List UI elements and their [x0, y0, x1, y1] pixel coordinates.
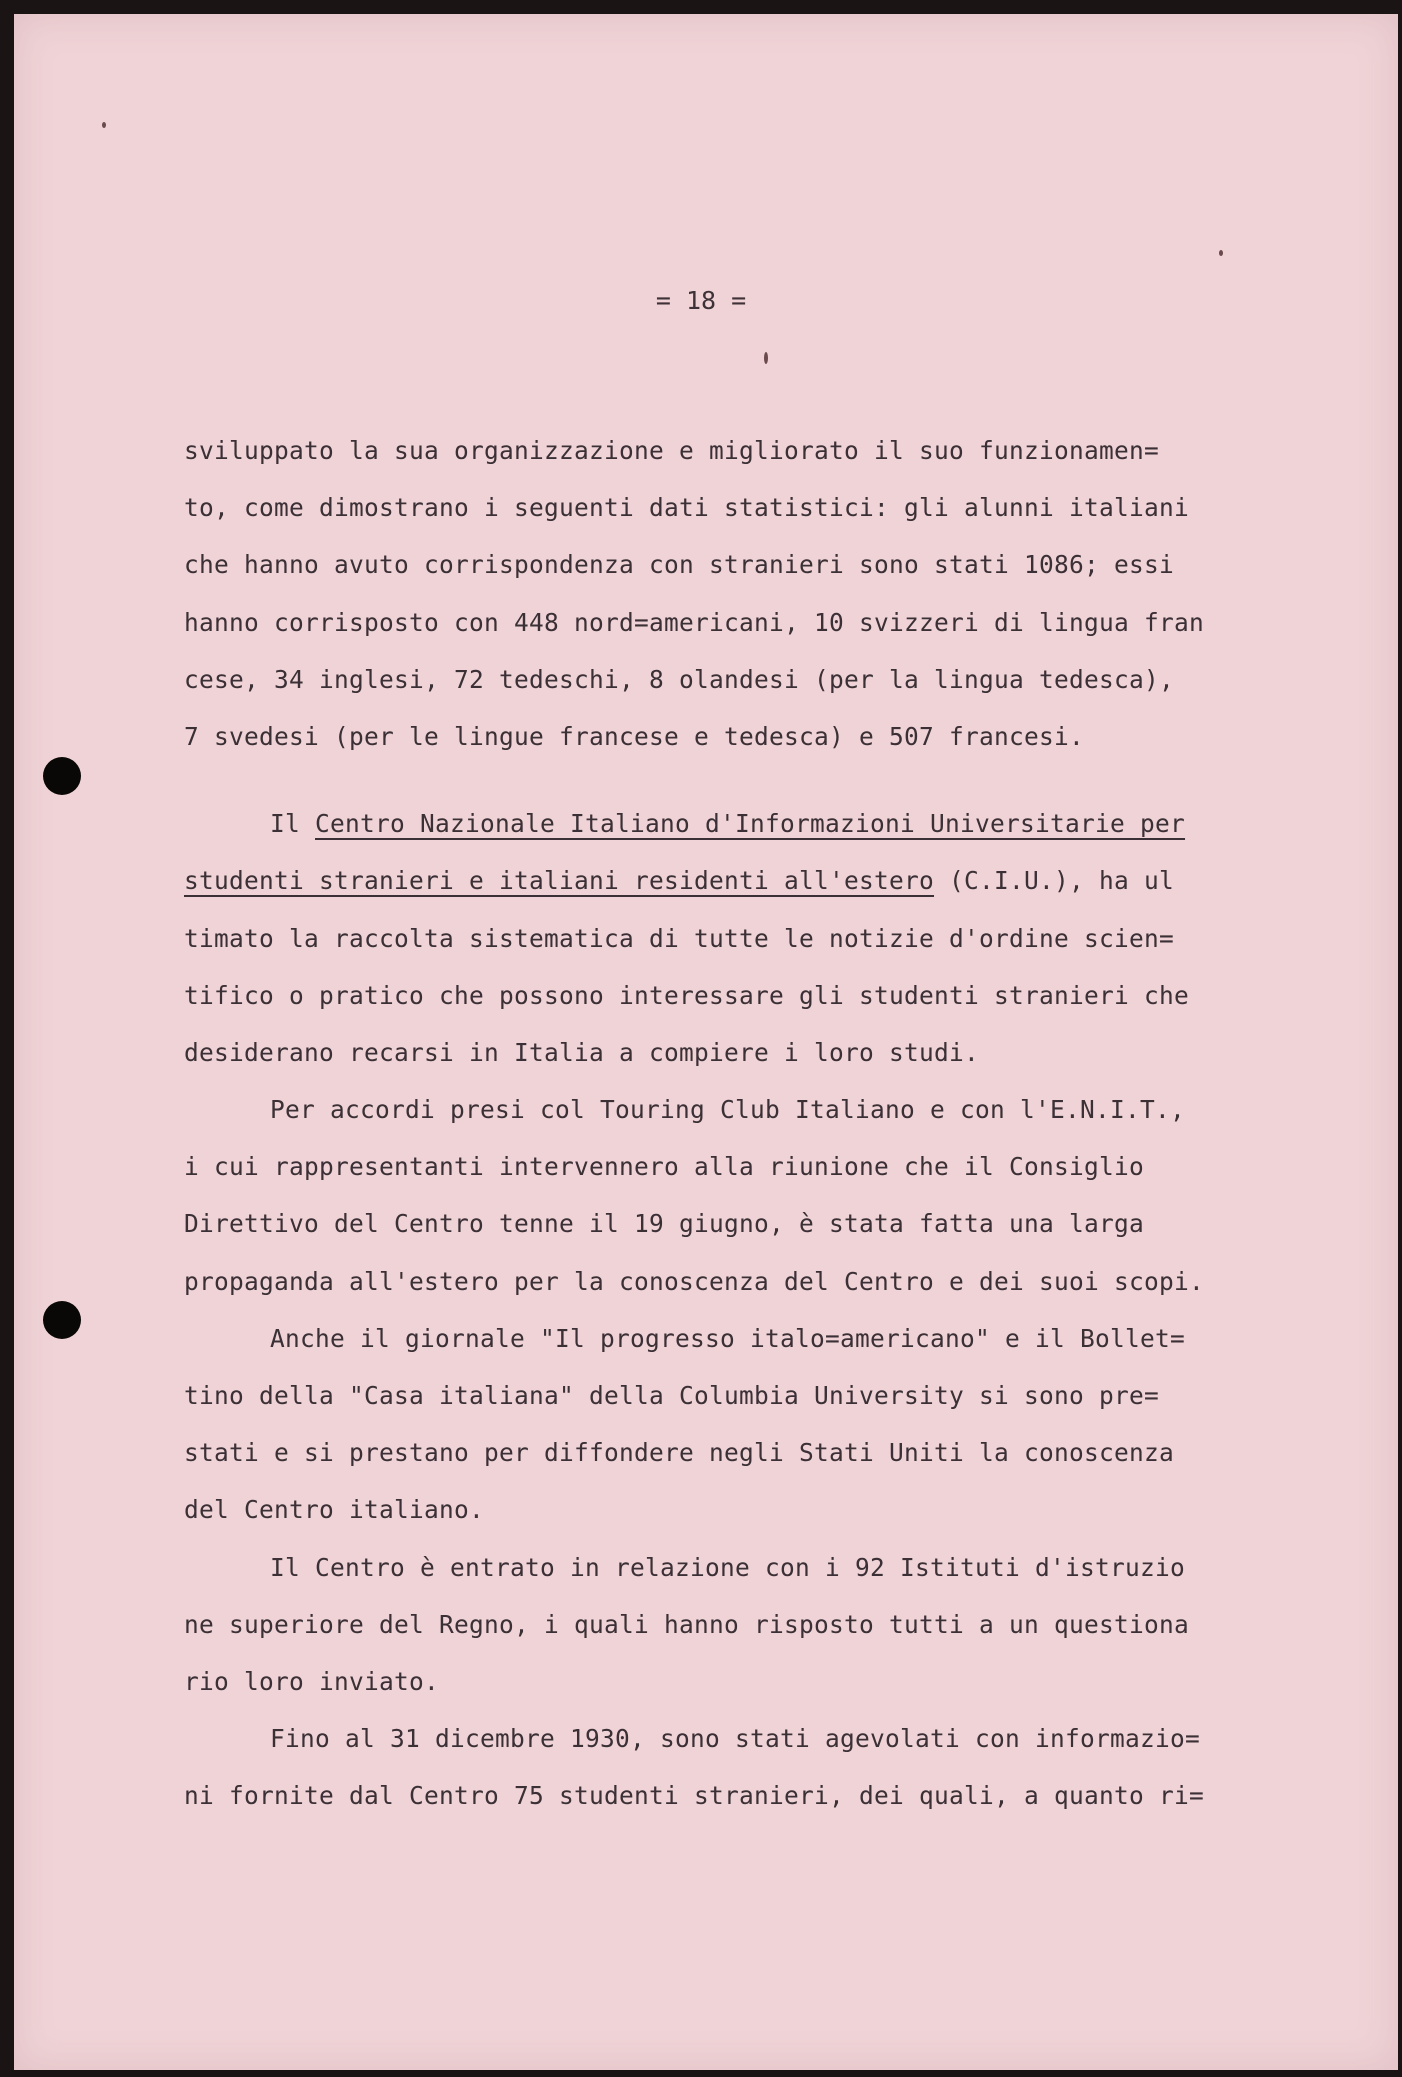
text-line: desiderano recarsi in Italia a compiere i loro studi. — [184, 1037, 980, 1067]
text-line: sviluppato la sua organizzazione e migliorato il suo funzionamen= — [184, 436, 1160, 465]
underlined-institution-name: studenti stranieri e italiani residenti all'estero — [184, 866, 935, 896]
text-line: ne superiore del Regno, i quali hanno risposto tutti a un questiona — [184, 1609, 1190, 1639]
text-line: tino della "Casa italiana" della Columbia University si sono pre= — [184, 1381, 1160, 1410]
text-line: hanno corrisposto con 448 nord=americani, 10 svizzeri di lingua fran — [184, 607, 1205, 637]
page-number: = 18 = — [655, 286, 747, 315]
text-line: tifico o pratico che possono interessare gli studenti stranieri che — [184, 980, 1190, 1010]
text-line: Il Centro è entrato in relazione con i 92 Istituti d'istruzio — [270, 1552, 1186, 1582]
text-line: to, come dimostrano i seguenti dati statistici: gli alunni italiani — [184, 493, 1190, 523]
binder-hole-bottom — [43, 1301, 81, 1339]
underlined-institution-name: Centro Nazionale Italiano d'Informazioni Universitarie per — [315, 809, 1186, 839]
text-line: rio loro inviato. — [184, 1666, 440, 1696]
text-line — [184, 852, 1344, 909]
text-line: timato la raccolta sistematica di tutte le notizie d'ordine scien= — [184, 923, 1175, 953]
typed-text-body — [184, 422, 1344, 1825]
paper-speck — [102, 122, 106, 128]
text-line: Fino al 31 dicembre 1930, sono stati agevolati con informazio= — [270, 1724, 1201, 1754]
text-line: stati e si prestano per diffondere negli Stati Uniti la conoscenza — [184, 1438, 1175, 1468]
text-line: Anche il giornale "Il progresso italo=americano" e il Bollet= — [270, 1323, 1186, 1353]
text-line: Direttivo del Centro tenne il 19 giugno, è stata fatta una larga — [184, 1209, 1145, 1239]
binder-hole-top — [43, 757, 81, 795]
paper-speck — [764, 352, 768, 364]
paper-speck — [1219, 250, 1223, 256]
text-line — [184, 795, 1344, 852]
text-line: Per accordi presi col Touring Club Italiano e con l'E.N.I.T., — [270, 1095, 1186, 1125]
text-line: propaganda all'estero per la conoscenza del Centro e dei suoi scopi. — [184, 1266, 1205, 1296]
text-line: i cui rappresentanti intervennero alla riunione che il Consiglio — [184, 1152, 1145, 1182]
text-line: del Centro italiano. — [184, 1495, 485, 1525]
text-line: ni fornite dal Centro 75 studenti stranieri, dei quali, a quanto ri= — [184, 1781, 1205, 1811]
text-fragment: Il — [270, 809, 316, 839]
text-line: 7 svedesi (per le lingue francese e tedesca) e 507 francesi. — [184, 721, 1085, 751]
text-line: cese, 34 inglesi, 72 tedeschi, 8 olandesi (per la lingua tedesca), — [184, 664, 1175, 694]
text-line: che hanno avuto corrispondenza con stranieri sono stati 1086; essi — [184, 550, 1175, 580]
text-fragment: (C.I.U.), ha ul — [934, 866, 1175, 896]
